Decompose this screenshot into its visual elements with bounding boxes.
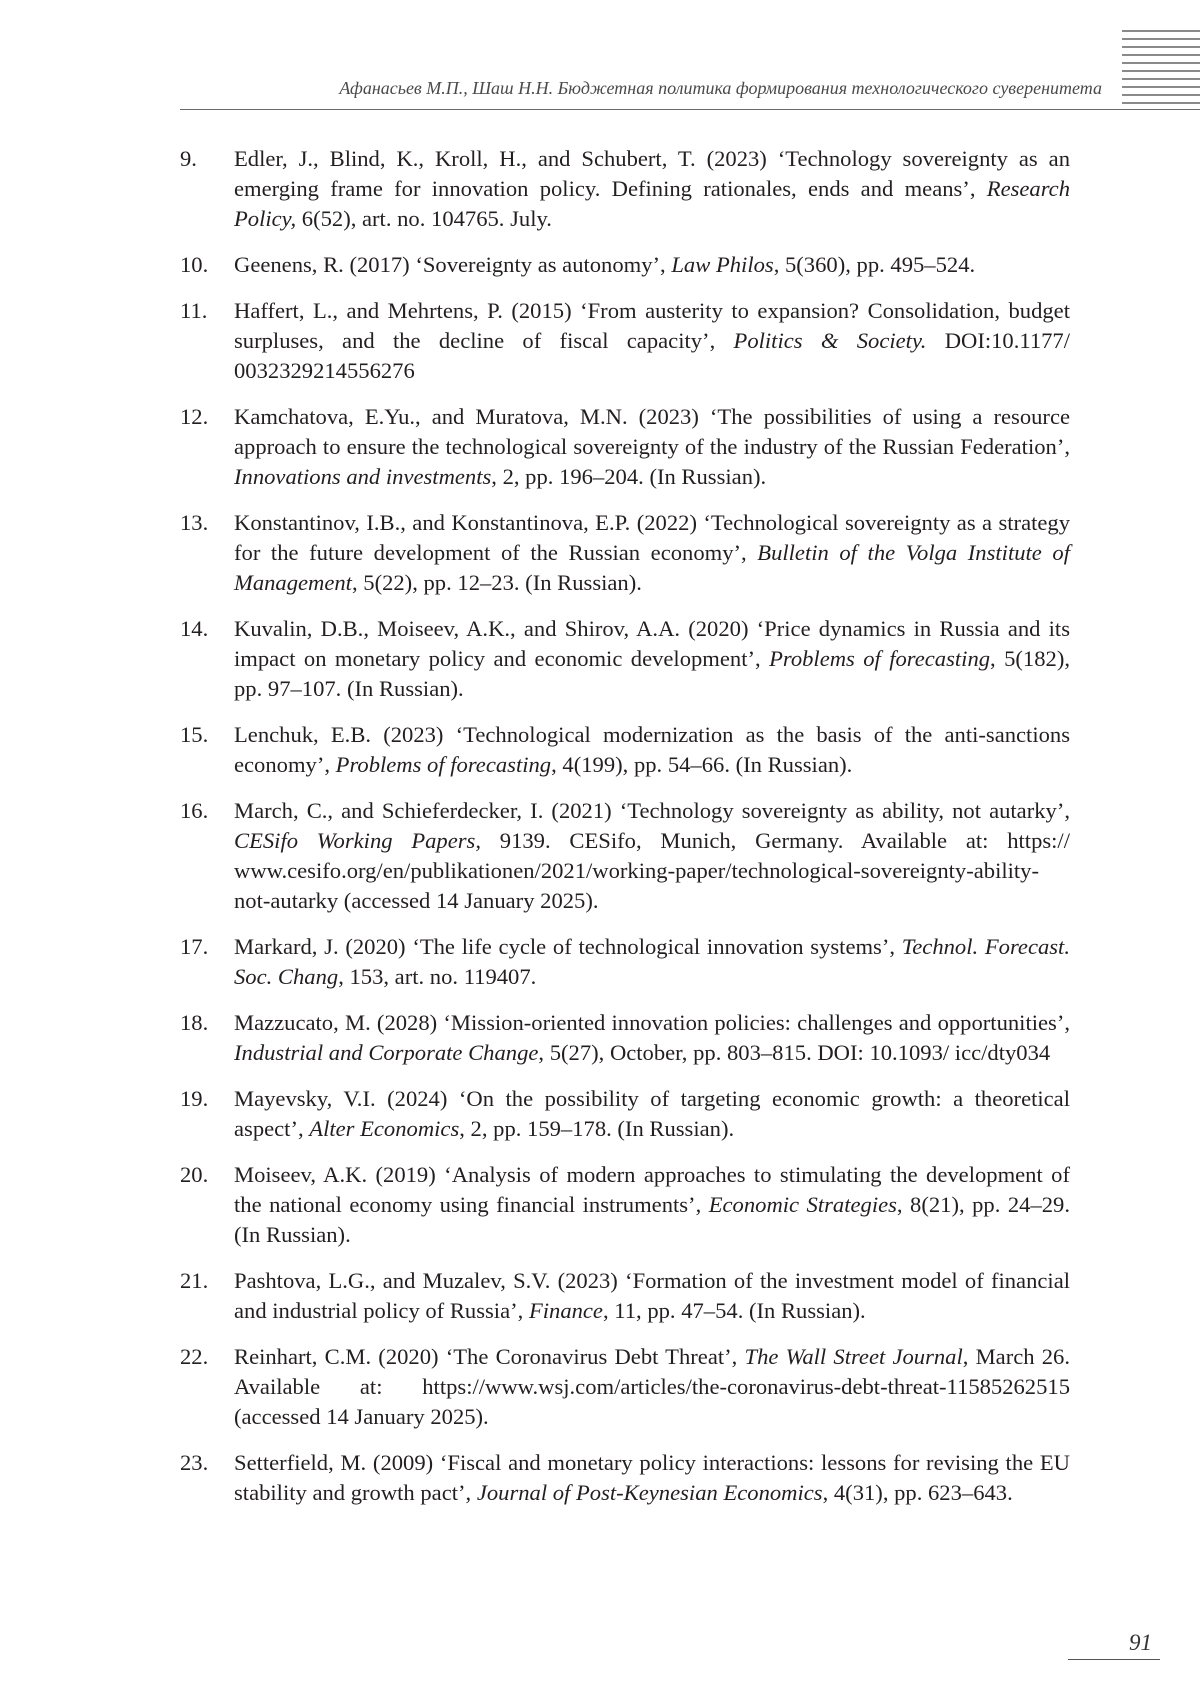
reference-item bbox=[180, 402, 1070, 492]
reference-number: 14. bbox=[180, 616, 209, 641]
reference-text bbox=[234, 296, 1070, 386]
reference-item bbox=[180, 508, 1070, 598]
reference-text-part: Geenens, R. (2017) ‘Sovereignty as autonomy’, bbox=[234, 252, 672, 277]
reference-text bbox=[234, 720, 1070, 780]
reference-item bbox=[180, 144, 1070, 234]
reference-text-part: , 8(21), pp. 24–29. (In Russian). bbox=[234, 1192, 1070, 1247]
reference-text bbox=[234, 250, 1070, 280]
reference-source-title: Journal of Post-Keynesian Economics bbox=[476, 1480, 823, 1505]
reference-source-title: Finance bbox=[528, 1298, 603, 1323]
reference-text bbox=[234, 1160, 1070, 1250]
reference-text-part: Moiseev, A.K. (2019) ‘Analysis of modern approaches to stimulating the development of the national economy using financial instruments’, bbox=[234, 1162, 1070, 1217]
reference-text-part: Pashtova, L.G., and Muzalev, S.V. (2023) ‘Formation of the investment model of financial and industrial policy of Russia’, bbox=[234, 1268, 1070, 1323]
reference-number: 18. bbox=[180, 1010, 209, 1035]
reference-text-part: Konstantinov, I.B., and Konstantinova, E.P. (2022) ‘Technological sovereignty as a strategy for the future development of the Russian economy’, bbox=[234, 510, 1070, 565]
reference-text bbox=[234, 796, 1070, 916]
reference-text-part: Lenchuk, E.B. (2023) ‘Technological modernization as the basis of the anti-sanctions economy’, bbox=[234, 722, 1070, 777]
header-decoration-lines bbox=[1122, 30, 1200, 110]
reference-text bbox=[234, 1448, 1070, 1508]
reference-text bbox=[234, 1008, 1070, 1068]
reference-source-title: Alter Economics bbox=[309, 1116, 460, 1141]
reference-number: 23. bbox=[180, 1450, 209, 1475]
reference-source-title: Law Philos bbox=[671, 252, 774, 277]
reference-text-part: 6(52), art. no. 104765. July. bbox=[296, 206, 552, 231]
reference-item bbox=[180, 1008, 1070, 1068]
reference-source-title: Economic Strategies bbox=[708, 1192, 897, 1217]
page-number: 91 bbox=[1129, 1630, 1152, 1655]
reference-text-part: DOI:10.1177/ 0032329214556276 bbox=[234, 328, 1070, 383]
reference-text bbox=[234, 1266, 1070, 1326]
reference-text-part: , 4(31), pp. 623–643. bbox=[822, 1480, 1013, 1505]
reference-text bbox=[234, 1084, 1070, 1144]
reference-source-title: Industrial and Corporate Change bbox=[234, 1040, 539, 1065]
reference-text bbox=[234, 614, 1070, 704]
reference-item bbox=[180, 1266, 1070, 1326]
reference-item bbox=[180, 1342, 1070, 1432]
reference-source-title: Bulletin of the Volga Institute of Management bbox=[234, 540, 1070, 595]
reference-source-title: Problems of forecasting bbox=[769, 646, 991, 671]
reference-item bbox=[180, 796, 1070, 916]
reference-text-part: Reinhart, C.M. (2020) ‘The Coronavirus Debt Threat’, bbox=[234, 1344, 745, 1369]
reference-item bbox=[180, 932, 1070, 992]
reference-text-part: Setterfield, M. (2009) ‘Fiscal and monetary policy interactions: lessons for revising the EU stability and growth pact’, bbox=[234, 1450, 1070, 1505]
reference-text-part: , March 26. Available at: https://www.wsj.com/articles/the-coronavirus-debt-threat-11585262515 (accessed 14 January 2025). bbox=[234, 1344, 1071, 1429]
reference-number: 12. bbox=[180, 404, 209, 429]
reference-text bbox=[234, 508, 1070, 598]
header-rule bbox=[180, 109, 1200, 110]
reference-item bbox=[180, 250, 1070, 280]
reference-text-part: March, C., and Schieferdecker, I. (2021) ‘Technology sovereignty as ability, not autarky’, bbox=[234, 798, 1070, 823]
reference-text-part: , 5(360), pp. 495–524. bbox=[773, 252, 976, 277]
reference-item bbox=[180, 1084, 1070, 1144]
reference-text bbox=[234, 932, 1070, 992]
reference-text-part: Kuvalin, D.B., Moiseev, A.K., and Shirov, A.A. (2020) ‘Price dynamics in Russia and its impact on monetary policy and economic development’, bbox=[234, 616, 1070, 671]
reference-source-title: Technol. Forecast. Soc. Chang bbox=[234, 934, 1070, 989]
reference-source-title: Problems of forecasting bbox=[335, 752, 552, 777]
reference-text-part: , 4(199), pp. 54–66. (In Russian). bbox=[551, 752, 853, 777]
reference-text-part: Markard, J. (2020) ‘The life cycle of technological innovation systems’, bbox=[234, 934, 902, 959]
reference-text-part: , 5(27), October, pp. 803–815. DOI: 10.1093/ icc/dty034 bbox=[538, 1040, 1051, 1065]
reference-item bbox=[180, 614, 1070, 704]
reference-item bbox=[180, 1160, 1070, 1250]
reference-number: 21. bbox=[180, 1268, 209, 1293]
reference-item bbox=[180, 1448, 1070, 1508]
reference-number: 13. bbox=[180, 510, 209, 535]
reference-number: 19. bbox=[180, 1086, 209, 1111]
reference-text bbox=[234, 402, 1070, 492]
reference-text bbox=[234, 1342, 1070, 1432]
reference-number: 10. bbox=[180, 252, 209, 277]
reference-number: 11. bbox=[180, 298, 208, 323]
reference-text bbox=[234, 144, 1070, 234]
reference-text-part: , 2, pp. 159–178. (In Russian). bbox=[459, 1116, 735, 1141]
reference-source-title: Politics & Society. bbox=[733, 328, 927, 353]
reference-number: 16. bbox=[180, 798, 209, 823]
reference-text-part: , 2, pp. 196–204. (In Russian). bbox=[491, 464, 767, 489]
reference-number: 22. bbox=[180, 1344, 209, 1369]
reference-number: 17. bbox=[180, 934, 209, 959]
reference-text-part: , 5(22), pp. 12–23. (In Russian). bbox=[351, 570, 642, 595]
reference-source-title: The Wall Street Journal bbox=[744, 1344, 963, 1369]
reference-text-part: Kamchatova, E.Yu., and Muratova, M.N. (2023) ‘The possibilities of using a resource approach to ensure the technological sovereignty of the industry of the Russian Federation’, bbox=[234, 404, 1070, 459]
reference-item bbox=[180, 296, 1070, 386]
reference-number: 15. bbox=[180, 722, 209, 747]
reference-source-title: Innovations and investments bbox=[234, 464, 492, 489]
reference-text-part: , 5(182), pp. 97–107. (In Russian). bbox=[234, 646, 1070, 701]
running-head: Афанасьев М.П., Шаш Н.Н. Бюджетная политика формирования технологического суверенитета bbox=[339, 78, 1102, 98]
reference-item bbox=[180, 720, 1070, 780]
reference-text-part: 9139. CESifo, Munich, Germany. Available at: https:// www.cesifo.org/en/publikationen/2021/working-paper/technological-sovereignty-ability-not-autarky (accessed 14 January 2025). bbox=[234, 828, 1070, 913]
reference-number: 20. bbox=[180, 1162, 209, 1187]
footer-rule bbox=[1068, 1659, 1160, 1660]
reference-source-title: Research Policy, bbox=[234, 176, 1070, 231]
reference-text-part: , 11, pp. 47–54. (In Russian). bbox=[602, 1298, 866, 1323]
reference-text-part: , 153, art. no. 119407. bbox=[338, 964, 537, 989]
reference-text-part: Edler, J., Blind, K., Kroll, H., and Schubert, T. (2023) ‘Technology sovereignty as an emerging frame for innovation policy. Defining rationales, ends and means’, bbox=[234, 146, 1070, 201]
reference-list bbox=[180, 144, 1070, 1524]
reference-text-part: Haffert, L., and Mehrtens, P. (2015) ‘From austerity to expansion? Consolidation, budget surpluses, and the decline of fiscal capacity’, bbox=[234, 298, 1070, 353]
reference-text-part: Mazzucato, M. (2028) ‘Mission-oriented innovation policies: challenges and opportunities’, bbox=[234, 1010, 1070, 1035]
reference-number: 9. bbox=[180, 146, 197, 171]
reference-source-title: CESifo Working Papers, bbox=[234, 828, 481, 853]
reference-text-part: Mayevsky, V.I. (2024) ‘On the possibility of targeting economic growth: a theoretical aspect’, bbox=[234, 1086, 1070, 1141]
